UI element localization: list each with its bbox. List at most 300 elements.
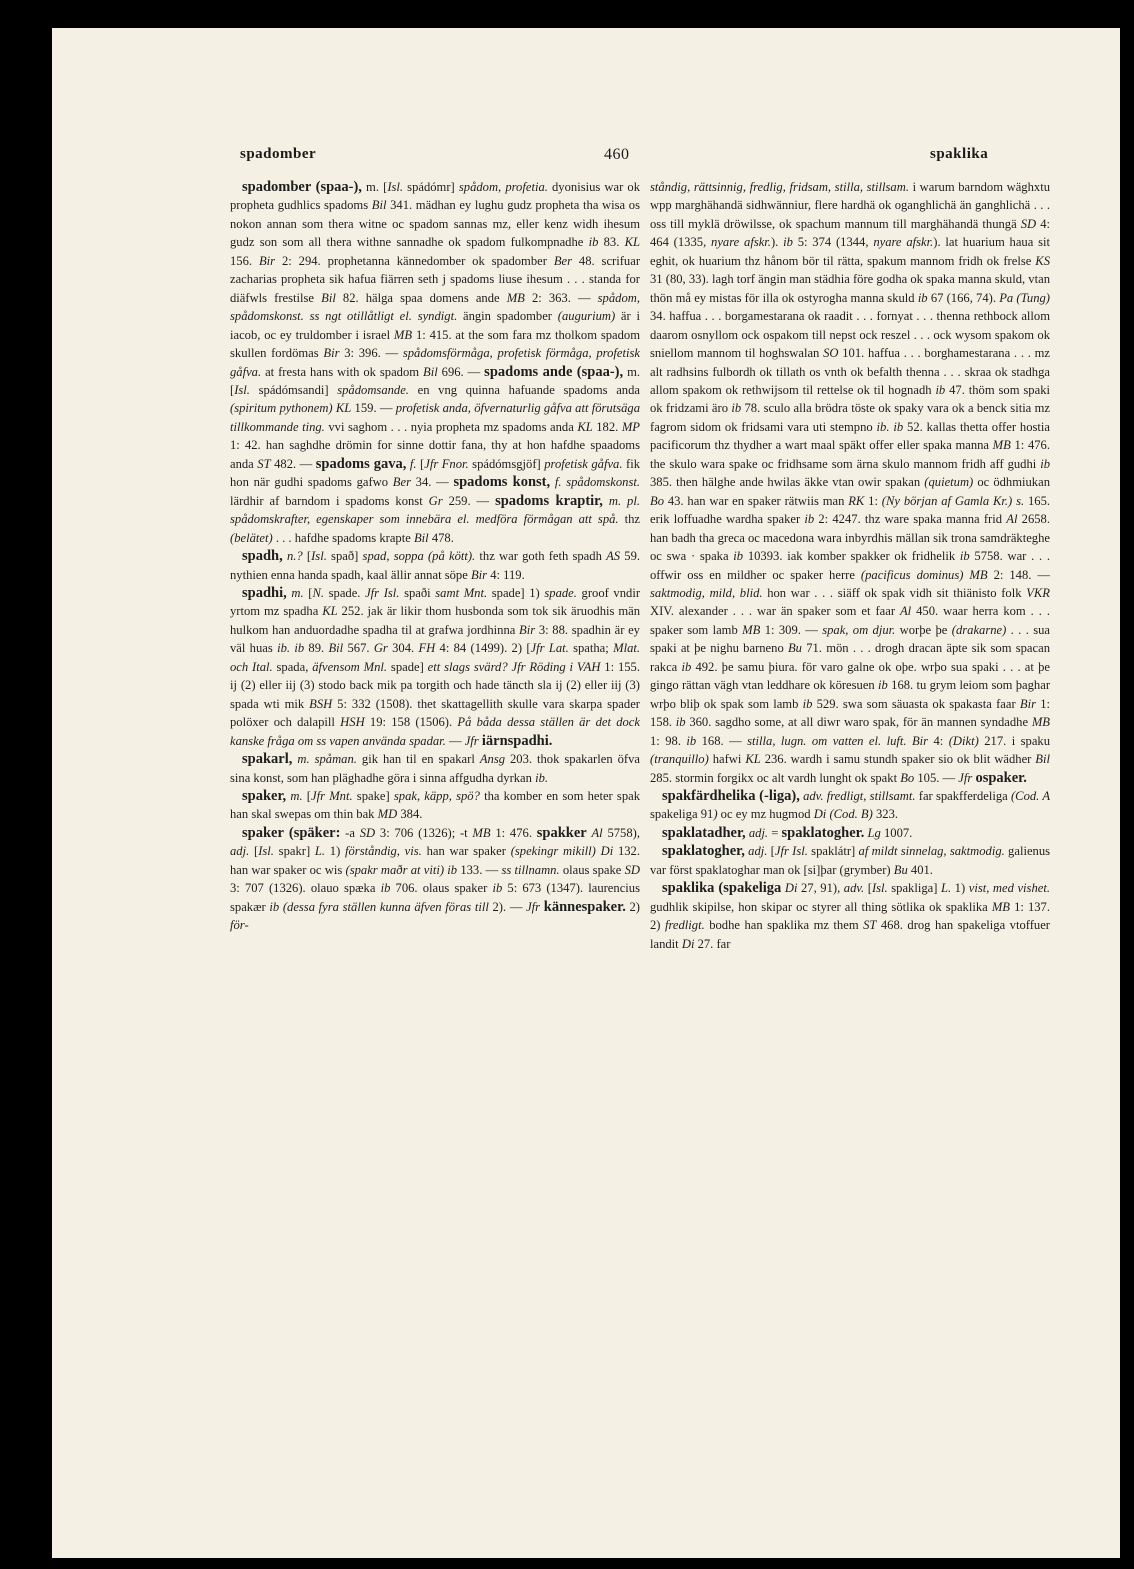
- entry-text: 384.: [397, 807, 423, 822]
- entry-text: 10393. iak komber spakker ok fridhelik: [743, 549, 960, 564]
- entry-text: bodhe han spaklika mz them: [704, 918, 864, 933]
- entry-text: gudhlik skipilse, hon skipar oc styrer all thing sötlika ok spaklika: [650, 899, 992, 914]
- italic-text: (spakr maðr at viti) ib: [345, 862, 458, 877]
- entry-text: spaklátr]: [807, 844, 859, 859]
- italic-text: ST: [257, 456, 271, 471]
- entry-text: 1): [951, 881, 969, 896]
- entry-text: 1): [325, 844, 346, 859]
- entry-text: XIV. alexander . . . war än spaker som et faar: [650, 604, 900, 619]
- headword: spadhi,: [242, 584, 287, 601]
- entry-text: 217. i spaku: [978, 733, 1051, 748]
- italic-text: ib: [804, 512, 815, 527]
- italic-text: L.: [314, 844, 326, 859]
- dictionary-entry: [230, 584, 640, 750]
- page-number: 460: [604, 146, 630, 163]
- dictionary-page: [52, 28, 1120, 1558]
- italic-text: äfvensom Mnl.: [312, 659, 388, 674]
- italic-text: Jfr Isl.: [365, 585, 400, 600]
- italic-text: (Cod. A: [1010, 788, 1051, 803]
- entry-text: 34. —: [410, 475, 454, 490]
- headword: spakker: [536, 824, 587, 841]
- italic-text: AS: [606, 549, 621, 564]
- entry-text: 236. wardh i samu stundh spaker sio ok blit wädher: [760, 752, 1036, 767]
- italic-text: RK: [848, 493, 865, 508]
- italic-text: ib: [917, 290, 928, 305]
- italic-text: spådom, spådomskonst. ss ngt otillåtligt el. syndigt.: [230, 290, 640, 324]
- headword: spaklatogher,: [662, 843, 745, 860]
- italic-text: KL: [745, 752, 761, 767]
- entry-text: en vng quinna hafuande spadoms anda: [408, 382, 640, 397]
- dictionary-entry: [230, 787, 640, 824]
- italic-text: Bir: [323, 346, 340, 361]
- italic-text: KL: [577, 419, 593, 434]
- entry-text: at fresta hans with ok spadom: [261, 364, 424, 379]
- entry-text: lärdhir af barndom i spadoms konst: [230, 493, 429, 508]
- entry-text: spade]: [387, 659, 428, 674]
- entry-text: vvi saghom . . . nyia propheta mz spadoms anda: [324, 419, 578, 434]
- italic-text: FH: [418, 641, 436, 656]
- entry-text: 2). —: [488, 899, 527, 914]
- entry-text: spaði: [399, 585, 436, 600]
- entry-text: 59. nythien enna handa spadh, kaal ällir annat söpe: [230, 549, 641, 582]
- italic-text: spad, soppa (på kött).: [362, 549, 476, 564]
- entry-text: thz war goth feth spadh: [475, 549, 607, 564]
- entry-text: [: [864, 881, 872, 896]
- running-head-left: spadomber: [240, 146, 317, 162]
- dictionary-entry: [650, 879, 1050, 953]
- entry-text: dyonisius war ok propheta gudhlics spadoms: [230, 180, 640, 213]
- dictionary-entry: [650, 178, 1050, 787]
- dictionary-entry: [650, 842, 1050, 879]
- entry-text: 5758),: [602, 825, 640, 840]
- headword: spadoms gava,: [315, 455, 407, 472]
- headword: spakarl,: [242, 751, 293, 768]
- entry-text: tha komber en som heter spak han skal swepas om thin bak: [230, 788, 641, 822]
- italic-text: Al: [591, 825, 603, 840]
- entry-text: 4: 119.: [487, 567, 525, 582]
- italic-text: Pa (Tung): [999, 290, 1050, 305]
- italic-text: SO: [823, 346, 839, 361]
- italic-text: Isl.: [234, 382, 250, 397]
- entry-text: 168. —: [696, 733, 748, 748]
- italic-text: Isl.: [387, 180, 404, 194]
- entry-text: 2: 4247. thz ware spaka manna frid: [814, 512, 1007, 527]
- entry-text: 27, 91),: [797, 881, 844, 896]
- headword: spaklatogher.: [781, 824, 865, 841]
- entry-text: worþe þe: [895, 622, 952, 637]
- italic-text: MB: [506, 290, 525, 305]
- italic-text: ib: [1040, 456, 1050, 471]
- italic-text: MB: [742, 622, 761, 637]
- entry-text: 1: 155. ij (2) eller iij (3) stodo back mik pa torgith och hade täncth sla ij (2) eller iij (3) spada wti mik: [230, 659, 640, 711]
- italic-text: ib: [492, 881, 503, 896]
- entry-text: 133. —: [457, 862, 502, 877]
- entry-text: 71. mön . . . drogh dracan äpte sik som spacan rakca: [650, 641, 1050, 674]
- italic-text: (spiritum pythonem) KL: [230, 401, 352, 416]
- entry-text: [: [249, 844, 259, 859]
- italic-text: SD: [359, 825, 376, 840]
- entry-text: 696. —: [437, 364, 485, 379]
- dictionary-entry: [230, 750, 640, 787]
- entry-text: spakr]: [273, 844, 315, 859]
- entry-text: 285. stormin forgikx oc alt vardh lunght ok spakt: [650, 770, 901, 785]
- italic-text: Bil: [423, 364, 438, 379]
- italic-text: m. spåman.: [297, 752, 357, 767]
- entry-text: =: [768, 825, 782, 840]
- italic-text: Mlat. och Ital.: [230, 641, 641, 674]
- italic-text: spade.: [544, 585, 577, 600]
- italic-text: Gr: [373, 641, 388, 656]
- entry-text: 1: 415. at the som fara mz tholkom spadom skullen fordömas: [230, 327, 640, 361]
- italic-text: Ansg: [479, 752, 506, 767]
- headword: spadoms ande (spaa-),: [484, 363, 624, 380]
- italic-text: Al: [899, 604, 912, 619]
- entry-text: 341. mädhan ey lughu gudz propheta tha wisa os nokon annan som thera witne oc spadom sannas mz, eller kenz widh ihesum gudz son som all thera withne sannadhe ok spadom fulkompnadhe: [230, 198, 640, 250]
- italic-text: stilla, lugn. om vatten el. luft. Bir: [747, 733, 929, 748]
- italic-text: Lg: [867, 825, 881, 840]
- headword: iärnspadhi.: [481, 732, 553, 749]
- entry-text: 1: 137. 2): [650, 899, 1050, 933]
- entry-text: spádómsgjöf]: [468, 456, 545, 471]
- italic-text: spak, käpp, spö?: [393, 788, 480, 803]
- italic-text: ib (dessa fyra ställen kunna äfven föras till: [269, 899, 489, 914]
- italic-text: (tranquillo): [650, 752, 709, 767]
- italic-text: ib: [935, 382, 946, 397]
- entry-text: 482. —: [270, 456, 316, 471]
- entry-text: 132. han war spaker oc wis: [230, 844, 640, 877]
- entry-text: 259. —: [442, 493, 496, 508]
- entry-text: 4: 84 (1499). 2) [: [435, 641, 531, 656]
- headword: kännespaker.: [543, 898, 626, 915]
- italic-text: Di: [681, 936, 695, 951]
- italic-text: ib: [588, 235, 599, 250]
- italic-text: m. pl. spådomskrafter, egenskaper som innebära el. medföra förmågan att spå.: [230, 493, 640, 527]
- entry-text: 203. thok spakarlen öfva sina konst, som han pläghadhe göra i sinna affgudha dyrkan: [230, 752, 640, 785]
- entry-text: 304.: [387, 641, 419, 656]
- entry-text: 468. drog han spakeliga vtoffuer landit: [650, 918, 1050, 951]
- headword: spaklatadher,: [662, 824, 746, 841]
- italic-text: fredligt.: [664, 918, 705, 933]
- entry-text: 5758. war . . . offwir oss en mildher oc spaker herre: [650, 549, 1051, 582]
- entry-text: ). lat huarium haua sit eghit, ok huarium thz hånom bör til rätta, spakum mannom fridh ok frelse: [650, 235, 1051, 268]
- italic-text: Jfr Isl.: [774, 844, 808, 859]
- italic-text: ss tillnamn.: [501, 862, 560, 877]
- entry-text: 83.: [598, 235, 625, 250]
- italic-text: Gr: [428, 493, 443, 508]
- entry-text: 567.: [343, 641, 374, 656]
- italic-text: f.: [409, 456, 417, 471]
- headword: spakfärdhelika (-liga),: [662, 787, 800, 804]
- italic-text: adj.: [748, 825, 769, 840]
- italic-text: adj.: [748, 844, 768, 859]
- italic-text: samt Mnt.: [435, 585, 488, 600]
- entry-text: 323.: [872, 807, 899, 822]
- entry-text: spað]: [326, 549, 363, 564]
- italic-text: Bil: [1035, 752, 1050, 767]
- entry-text: spádómsandi]: [249, 382, 338, 397]
- entry-text: olaus spake: [559, 862, 625, 877]
- entry-text: 2: 363. —: [524, 290, 598, 305]
- entry-text: hon war . . . siäff ok spak vidh sit thiänisto folk: [762, 585, 1027, 600]
- entry-text: -a: [340, 825, 360, 840]
- italic-text: MD: [377, 807, 398, 822]
- entry-text: 5: 673 (1347). laurencius spakær: [230, 881, 640, 914]
- dictionary-entry: [650, 824, 1050, 842]
- headword: ospaker.: [975, 769, 1027, 786]
- italic-text: ): [713, 807, 718, 822]
- italic-text: Bil: [321, 290, 336, 305]
- entry-text: 385. then hälghe ande hwilas äkke vtan owir spakan: [650, 475, 925, 490]
- entry-text: far spakfferdeliga: [915, 788, 1011, 803]
- entry-text: . . . sua spaki at þe nighu barneno: [650, 622, 1050, 656]
- italic-text: Ber: [553, 253, 573, 268]
- entry-text: 4:: [928, 733, 949, 748]
- entry-text: 3: 706 (1326); -t: [375, 825, 473, 840]
- entry-text: 1: 476. the skulo wara spake oc fridhsame som ärna skulo mannom fridh aff gudhi: [650, 438, 1050, 471]
- entry-text: 78. sculo alla brödra töste ok spaky vara ok a benck sitia mz fagrom sidom ok fridsami vara uti stempno: [650, 401, 1051, 434]
- italic-text: SD: [1020, 216, 1037, 231]
- entry-text: gik han til en spakarl: [356, 752, 480, 767]
- entry-text: 2: 148. —: [987, 567, 1051, 582]
- italic-text: f. spådomskonst.: [554, 475, 641, 490]
- entry-text: 252. jak är likir thom husbonda som tok sik äruodhis män hulkom han anduordadhe spadha til at grafwa jordhinna: [230, 604, 640, 637]
- italic-text: Di (Cod. B): [813, 807, 873, 822]
- entry-text: 706. olaus spaker: [390, 881, 493, 896]
- italic-text: Bil: [371, 198, 387, 213]
- entry-text: spake]: [352, 788, 394, 803]
- italic-text: spådomsförmåga, profetisk förmåga, profetisk gåfva.: [230, 346, 640, 379]
- italic-text: (drakarne): [951, 622, 1007, 637]
- entry-text: 450. waar herra kom . . . spaker som lamb: [650, 604, 1050, 637]
- entry-text: 3: 707 (1326). olauo spæka: [230, 881, 381, 896]
- entry-text: 1: 98.: [650, 733, 687, 748]
- entry-text: han war spaker: [421, 844, 511, 859]
- entry-text: 82. hälga spaa domens ande: [335, 290, 507, 305]
- headword: spadoms kraptir,: [495, 492, 603, 509]
- entry-text: 3: 88. spadhin är ey väl huas: [230, 622, 640, 656]
- headword: spadh,: [242, 548, 283, 565]
- headword: spaklika (spakeliga: [662, 880, 782, 897]
- entry-text: 165. erik loffuadhe wardha spaker: [650, 493, 1051, 527]
- entry-text: 52. kallas thetta offer hostia pacificorum thz thydher a wart maal späkt offer eller spaka manna: [650, 419, 1050, 453]
- italic-text: Di: [784, 881, 798, 896]
- entry-text: 2658. han badh tha greca oc macedona wara inbyrdhis mällan sik trona samdräkteghe oc swa · spaka: [650, 512, 1050, 564]
- italic-text: ib. ib: [876, 419, 904, 434]
- italic-text: MB: [992, 438, 1011, 453]
- italic-text: spak, om djur.: [822, 622, 896, 637]
- italic-text: BSH: [309, 696, 333, 711]
- entry-text: oc ey mz hugmod: [717, 807, 814, 822]
- italic-text: Bo: [900, 770, 915, 785]
- entry-text: 182.: [592, 419, 622, 434]
- italic-text: Bu: [893, 862, 908, 877]
- italic-text: Al: [1006, 512, 1018, 527]
- running-head-right: spaklika: [930, 146, 989, 162]
- italic-text: (Ny början af Gamla Kr.) s.: [881, 493, 1025, 508]
- headword: spaker (späker:: [242, 824, 341, 841]
- italic-text: af mildt sinnelag, saktmodig.: [858, 844, 1005, 859]
- entry-text: groof vndir yrtom mz spadha: [230, 585, 641, 619]
- italic-text: Bil: [413, 530, 429, 545]
- italic-text: (belätet): [230, 530, 273, 545]
- entry-text: ängin spadomber: [457, 309, 558, 324]
- entry-text: thz: [618, 512, 640, 527]
- italic-text: KL: [624, 235, 640, 250]
- entry-text: 48. scrifuar zacharias propheta sik hafua fiärren seth j spadoms liuse ihesum . . . standa for diäfwls frestilse: [230, 253, 641, 305]
- italic-text: L.: [940, 881, 952, 896]
- italic-text: Jfr Fnor.: [424, 456, 469, 471]
- entry-text: [: [302, 788, 312, 803]
- italic-text: m.: [291, 585, 304, 600]
- italic-text: MB: [393, 327, 413, 342]
- italic-text: Bir: [1019, 696, 1036, 711]
- entry-text: m. [: [361, 180, 388, 194]
- dictionary-entry: [650, 787, 1050, 824]
- italic-text: ST: [863, 918, 877, 933]
- italic-text: MB: [1031, 715, 1050, 730]
- italic-text: Bil: [328, 641, 344, 656]
- italic-text: adv. fredligt, stillsamt.: [803, 788, 916, 803]
- entry-text: spakliga]: [887, 881, 941, 896]
- entry-text: är i iacob, oc ey truldomber i israel: [230, 309, 640, 342]
- italic-text: profetisk gåfva.: [544, 456, 623, 471]
- entry-text: oc ödhmiukan: [973, 475, 1050, 490]
- italic-text: Jfr: [526, 899, 541, 914]
- entry-text: fik hon när gudhi spadoms gafwo: [230, 456, 640, 490]
- entry-text: spatha;: [568, 641, 614, 656]
- italic-text: ib: [783, 235, 793, 250]
- italic-text: SD: [624, 862, 640, 877]
- italic-text: (augurium): [557, 309, 616, 324]
- italic-text: spådom, profetia.: [458, 180, 548, 194]
- dictionary-entry: [230, 178, 640, 547]
- entry-text: spádómr]: [403, 180, 459, 194]
- entry-text: i warum barndom wäghxtu wpp marghähandä sidhwänniur, flere hardhä ok oganghlichä än ganghlichä . . . oss till myklä dröwilsse, ok spachum mannum till marghähandä thungä: [650, 180, 1050, 231]
- entry-text: 43. han war en spaker rätwiis man: [664, 493, 849, 508]
- entry-text: galienus var först spaklatoghar man ok [si]þar (grymber): [650, 844, 1051, 877]
- entry-text: 529. swa som säuasta ok spakasta faar: [812, 696, 1020, 711]
- entry-text: ).: [770, 235, 784, 250]
- italic-text: ståndig, rättsinnig, fredlig, fridsam, stilla, stillsam.: [650, 180, 909, 194]
- entry-text: 27. far: [694, 936, 731, 951]
- entry-text: 156.: [230, 253, 259, 268]
- entry-text: 31 (80, 33). lagh torf ängin man städhia före godha ok spaka manna skuld, vtan thön må ey mistas för illa ok ostyrogha manna skuld: [650, 272, 1050, 305]
- italic-text: profetisk anda, öfvernaturlig gåfva att förutsäga tillkommande ting.: [230, 401, 641, 434]
- entry-text: [: [416, 456, 425, 471]
- entry-text: 3: 396. —: [339, 346, 403, 361]
- entry-text: spakeliga 91: [650, 807, 714, 822]
- entry-text: —: [445, 733, 465, 748]
- italic-text: adj.: [230, 844, 250, 859]
- italic-text: Jfr Mnt.: [311, 788, 353, 803]
- italic-text: saktmodig, mild, blid.: [650, 585, 763, 600]
- headword: spaker,: [242, 787, 287, 804]
- italic-text: N.: [312, 585, 325, 600]
- headword: spadoms konst,: [453, 474, 551, 491]
- entry-text: 34. haffua . . . borgamestarana ok raadit . . . fornyat . . . thenna rethbock allom daarom osnyllom ock ospakom till nepst ock reszel . . . ock wysom spakom ok sniellom mannom til hoghswalan: [650, 309, 1050, 361]
- entry-text: 2: 294. prophetanna kännedomber ok spadomber: [275, 253, 554, 268]
- italic-text: ib: [878, 678, 888, 693]
- entry-text: 360. sagdho some, at all diwr waro spak, för än mannen syndadhe: [685, 715, 1032, 730]
- italic-text: nyare afskr.: [873, 235, 934, 250]
- italic-text: vist, med vishet.: [968, 881, 1050, 896]
- italic-text: Isl.: [871, 881, 888, 896]
- italic-text: Bo: [650, 493, 664, 508]
- italic-text: för-: [230, 918, 249, 933]
- italic-text: Isl.: [258, 844, 274, 859]
- entry-text: 89.: [304, 641, 329, 656]
- italic-text: ib: [380, 881, 391, 896]
- italic-text: På båda dessa ställen är det dock kanske fråga om ss vapen använda spadar.: [230, 715, 640, 748]
- italic-text: (quietum): [924, 475, 974, 490]
- italic-text: ib. ib: [277, 641, 305, 656]
- italic-text: adv.: [843, 881, 865, 896]
- entry-text: 5: 332 (1508). thet skattagellith skulle vara skarpa spader polöxer och dalapill: [230, 696, 640, 730]
- italic-text: Bu: [787, 641, 802, 656]
- italic-text: nyare afskr.: [711, 235, 771, 250]
- italic-text: Bir: [258, 253, 276, 268]
- italic-text: KL: [322, 604, 338, 619]
- entry-text: 401.: [907, 862, 933, 877]
- entry-text: 478.: [428, 530, 454, 545]
- entry-text: 4: 464 (1335,: [650, 216, 1050, 250]
- italic-text: Jfr Lat.: [530, 641, 569, 656]
- italic-text: (pacificus dominus) MB: [860, 567, 988, 582]
- entry-text: [: [302, 549, 312, 564]
- italic-text: Bir: [470, 567, 488, 582]
- entry-text: 5: 374 (1344,: [792, 235, 874, 250]
- italic-text: Jfr: [464, 733, 479, 748]
- entry-text: m. [: [230, 364, 641, 397]
- italic-text: MB: [991, 899, 1010, 914]
- italic-text: Jfr: [958, 770, 973, 785]
- right-column: [650, 178, 1050, 953]
- entry-text: 159. —: [351, 401, 396, 416]
- italic-text: ib: [681, 659, 692, 674]
- italic-text: HSH: [340, 715, 365, 730]
- entry-text: 1: 158.: [650, 696, 1050, 730]
- entry-text: 1: 476.: [490, 825, 537, 840]
- entry-text: 168. tu grym leiom som þaghar wrþo bliþ ok spak som lamb: [650, 678, 1051, 711]
- entry-text: spada,: [272, 659, 313, 674]
- italic-text: m.: [290, 788, 303, 803]
- entry-text: 1007.: [880, 825, 913, 840]
- entry-text: [: [303, 585, 313, 600]
- italic-text: ib: [731, 401, 742, 416]
- entry-text: 47. thöm som spaki ok fridzami äro: [650, 382, 1050, 416]
- entry-text: 105. —: [914, 770, 959, 785]
- entry-text: hafwi: [708, 752, 746, 767]
- entry-text: . . . hafdhe spadoms krapte: [272, 530, 414, 545]
- italic-text: n.?: [286, 549, 303, 564]
- italic-text: (spekingr mikill) Di: [510, 844, 614, 859]
- left-column: [230, 178, 640, 935]
- entry-text: spade] 1): [487, 585, 545, 600]
- entry-text: 101. haffua . . . borghamestarana . . . mz alt radhsins fulbordh ok tillath os vnth ok befalth thenna . . . skraa ok stadhga allom spakom ok rethwijsom til rettelse ok til hognadh: [650, 346, 1050, 397]
- italic-text: ib: [686, 733, 697, 748]
- italic-text: ett slags svärd? Jfr Röding i VAH: [427, 659, 601, 674]
- entry-text: 19: 158 (1506).: [364, 715, 458, 730]
- dictionary-entry: [230, 824, 640, 935]
- italic-text: förståndig, vis.: [345, 844, 422, 859]
- entry-text: spade.: [324, 585, 366, 600]
- italic-text: Isl.: [311, 549, 327, 564]
- entry-text: [: [767, 844, 775, 859]
- entry-text: 1:: [864, 493, 882, 508]
- italic-text: ib: [802, 696, 813, 711]
- italic-text: MB: [472, 825, 491, 840]
- italic-text: ib: [733, 549, 744, 564]
